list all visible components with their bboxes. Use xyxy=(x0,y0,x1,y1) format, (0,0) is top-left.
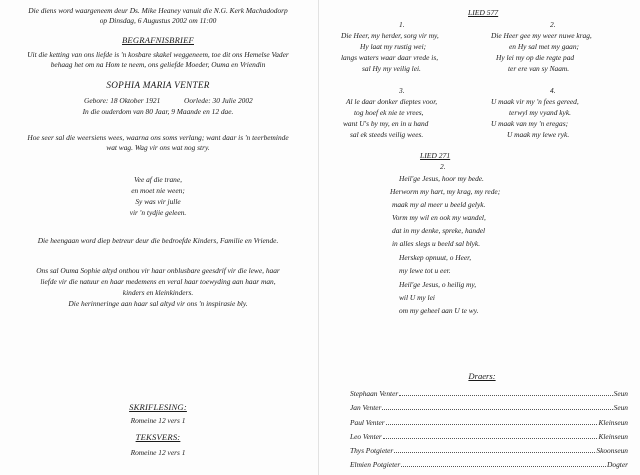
bearer-name: Stephaan Venter xyxy=(350,389,399,398)
verse-number: 2. xyxy=(440,162,446,171)
dotted-leader xyxy=(394,452,595,453)
verse-line: terwyl my vyand kyk. xyxy=(509,108,571,117)
hymn-line: Herworm my hart, my krag, my rede; xyxy=(390,187,501,196)
deceased-name: SOPHIA MARIA VENTER xyxy=(106,80,210,90)
bearer-row xyxy=(350,403,628,413)
bearer-name: Jan Venter xyxy=(350,403,382,412)
hymn-271-title: LIED 271 xyxy=(420,151,451,160)
bearer-name: Leo Venter xyxy=(350,432,382,441)
verse-line: Die Heer, my herder, sorg vir my, xyxy=(341,31,439,40)
verse-line: sal ek steeds veilig wees. xyxy=(350,130,424,139)
left-page xyxy=(4,0,312,475)
bearer-row xyxy=(350,418,628,428)
bearer-row xyxy=(350,446,628,456)
verse-number: 3. xyxy=(399,86,405,95)
birth-date: Gebore: 18 Oktober 1921 xyxy=(84,96,161,105)
hymn-line: Heil'ge Jesus, hoor my bede. xyxy=(399,174,484,183)
remembrance-line: Die herinneringe aan haar sal altyd vir ons 'n inspirasie bly. xyxy=(68,299,248,308)
hymn-line: Herskep opnuut, o Heer, xyxy=(399,253,472,262)
hymn-577-title: LIED 577 xyxy=(468,8,499,17)
bearer-row xyxy=(350,389,628,399)
poem-line: Sy was vir julle xyxy=(135,197,181,206)
text-verse-reference: Romeine 12 vers 1 xyxy=(130,448,186,457)
verse-number: 1. xyxy=(399,20,405,29)
age-at-death: In die ouderdom van 80 Jaar, 9 Maande en 12 dae. xyxy=(82,107,234,116)
bearers-heading: Draers: xyxy=(468,371,496,381)
service-info: Die diens word waargeneem deur Ds. Mike Heaney vanuit die N.G. Kerk Machadodorp xyxy=(28,6,288,15)
dotted-leader xyxy=(399,395,612,396)
bearer-relation: Dogter xyxy=(607,460,628,469)
bearer-relation: Kleinseun xyxy=(598,432,628,441)
verse-line: Die Heer gee my weer nuwe krag, xyxy=(491,31,592,40)
scripture-heading: SKRIFLESING: xyxy=(129,402,187,412)
bearer-relation: Kleinseun xyxy=(598,418,628,427)
bearer-relation: Seun xyxy=(613,389,628,398)
remembrance-line: liefde vir die natuur en haar medemens en veral haar toewyding aan haar man, xyxy=(40,277,276,286)
bearer-relation: Skoonseun xyxy=(596,446,628,455)
hymn-line: my lewe tot u eer. xyxy=(399,266,451,275)
quote-line: wat wag. Wag vir ons wat nog stry. xyxy=(106,143,210,152)
poem-line: Vee af die trane, xyxy=(133,175,183,184)
hymn-line: Heil'ge Jesus, o heilig my, xyxy=(399,280,477,289)
death-date: Oorlede: 30 Julie 2002 xyxy=(184,96,253,105)
verse-line: Hy laat my rustig wei; xyxy=(360,42,427,51)
verse-line: Al le daar donker dieptes voor, xyxy=(346,97,438,106)
hymn-line: dat in my denke, spreke, handel xyxy=(392,226,486,235)
verse-line: U maak vir my 'n fees gereed, xyxy=(491,97,579,106)
hymn-line: om my geheel aan U te wy. xyxy=(399,306,479,315)
verse-number: 4. xyxy=(550,86,556,95)
bearer-relation: Seun xyxy=(613,403,628,412)
text-verse-heading: TEKSVERS: xyxy=(135,432,181,442)
scripture-reference: Romeine 12 vers 1 xyxy=(130,416,186,425)
poem-line: en moet nie ween; xyxy=(131,186,185,195)
dotted-leader xyxy=(401,466,606,467)
verse-line: sal Hy my veilig lei. xyxy=(362,64,421,73)
verse-line: Hy lei my op die regte pad xyxy=(496,53,575,62)
service-date: op Dinsdag, 6 Augustus 2002 om 11:00 xyxy=(99,16,217,25)
verse-line: en Hy sal met my gaan; xyxy=(509,42,579,51)
dotted-leader xyxy=(383,438,598,439)
notice-line: Uit die ketting van ons liefde is 'n kosbare skakel weggeneem, toe dit ons Hemelse Vader xyxy=(27,50,289,59)
verse-line: tog hoef ek nie te vrees, xyxy=(354,108,424,117)
right-page xyxy=(328,0,636,475)
verse-line: want U's by my, en in u hand xyxy=(343,119,429,128)
hymn-line: wil U my lei xyxy=(399,293,435,302)
notice-line: behaag het om na Hom te neem, ons geliefde Moeder, Ouma en Vriendin xyxy=(50,60,266,69)
mourners-line: Die heengaan word diep betreur deur die bedroefde Kinders, Familie en Vriende. xyxy=(37,236,279,245)
bearer-name: Elmien Potgieter xyxy=(350,460,401,469)
verse-line: ter ere van sy Naam. xyxy=(508,64,570,73)
remembrance-line: Ons sal Ouma Sophie altyd onthou vir haar onblusbare geesdrif vir die lewe, haar xyxy=(36,266,280,275)
bearer-name: Thys Potgieter xyxy=(350,446,394,455)
hymn-line: maak my al meer u beeld gelyk. xyxy=(392,200,486,209)
quote-line: Hoe seer sal die weersiens wees, waarna ons soms verlang; want daar is 'n teerbeminde xyxy=(27,133,289,142)
dotted-leader xyxy=(382,409,612,410)
poem-line: vir 'n tydjie geleen. xyxy=(129,208,187,217)
hymn-line: in alles slegs u beeld sal blyk. xyxy=(392,239,481,248)
notice-heading: BEGRAFNISBRIEF xyxy=(121,35,194,45)
bearer-row xyxy=(350,460,628,470)
verse-line: langs waters waar daar vrede is, xyxy=(341,53,439,62)
hymn-line: Vorm my wil en ook my wandel, xyxy=(392,213,486,222)
dotted-leader xyxy=(386,424,598,425)
verse-line: U maak van my 'n eregas; xyxy=(491,119,569,128)
verse-number: 2. xyxy=(550,20,556,29)
remembrance-line: kinders en kleinkinders. xyxy=(122,288,194,297)
page-fold xyxy=(318,0,319,475)
bearer-row xyxy=(350,432,628,442)
verse-line: U maak my lewe ryk. xyxy=(507,130,570,139)
bearer-name: Paul Venter xyxy=(350,418,385,427)
